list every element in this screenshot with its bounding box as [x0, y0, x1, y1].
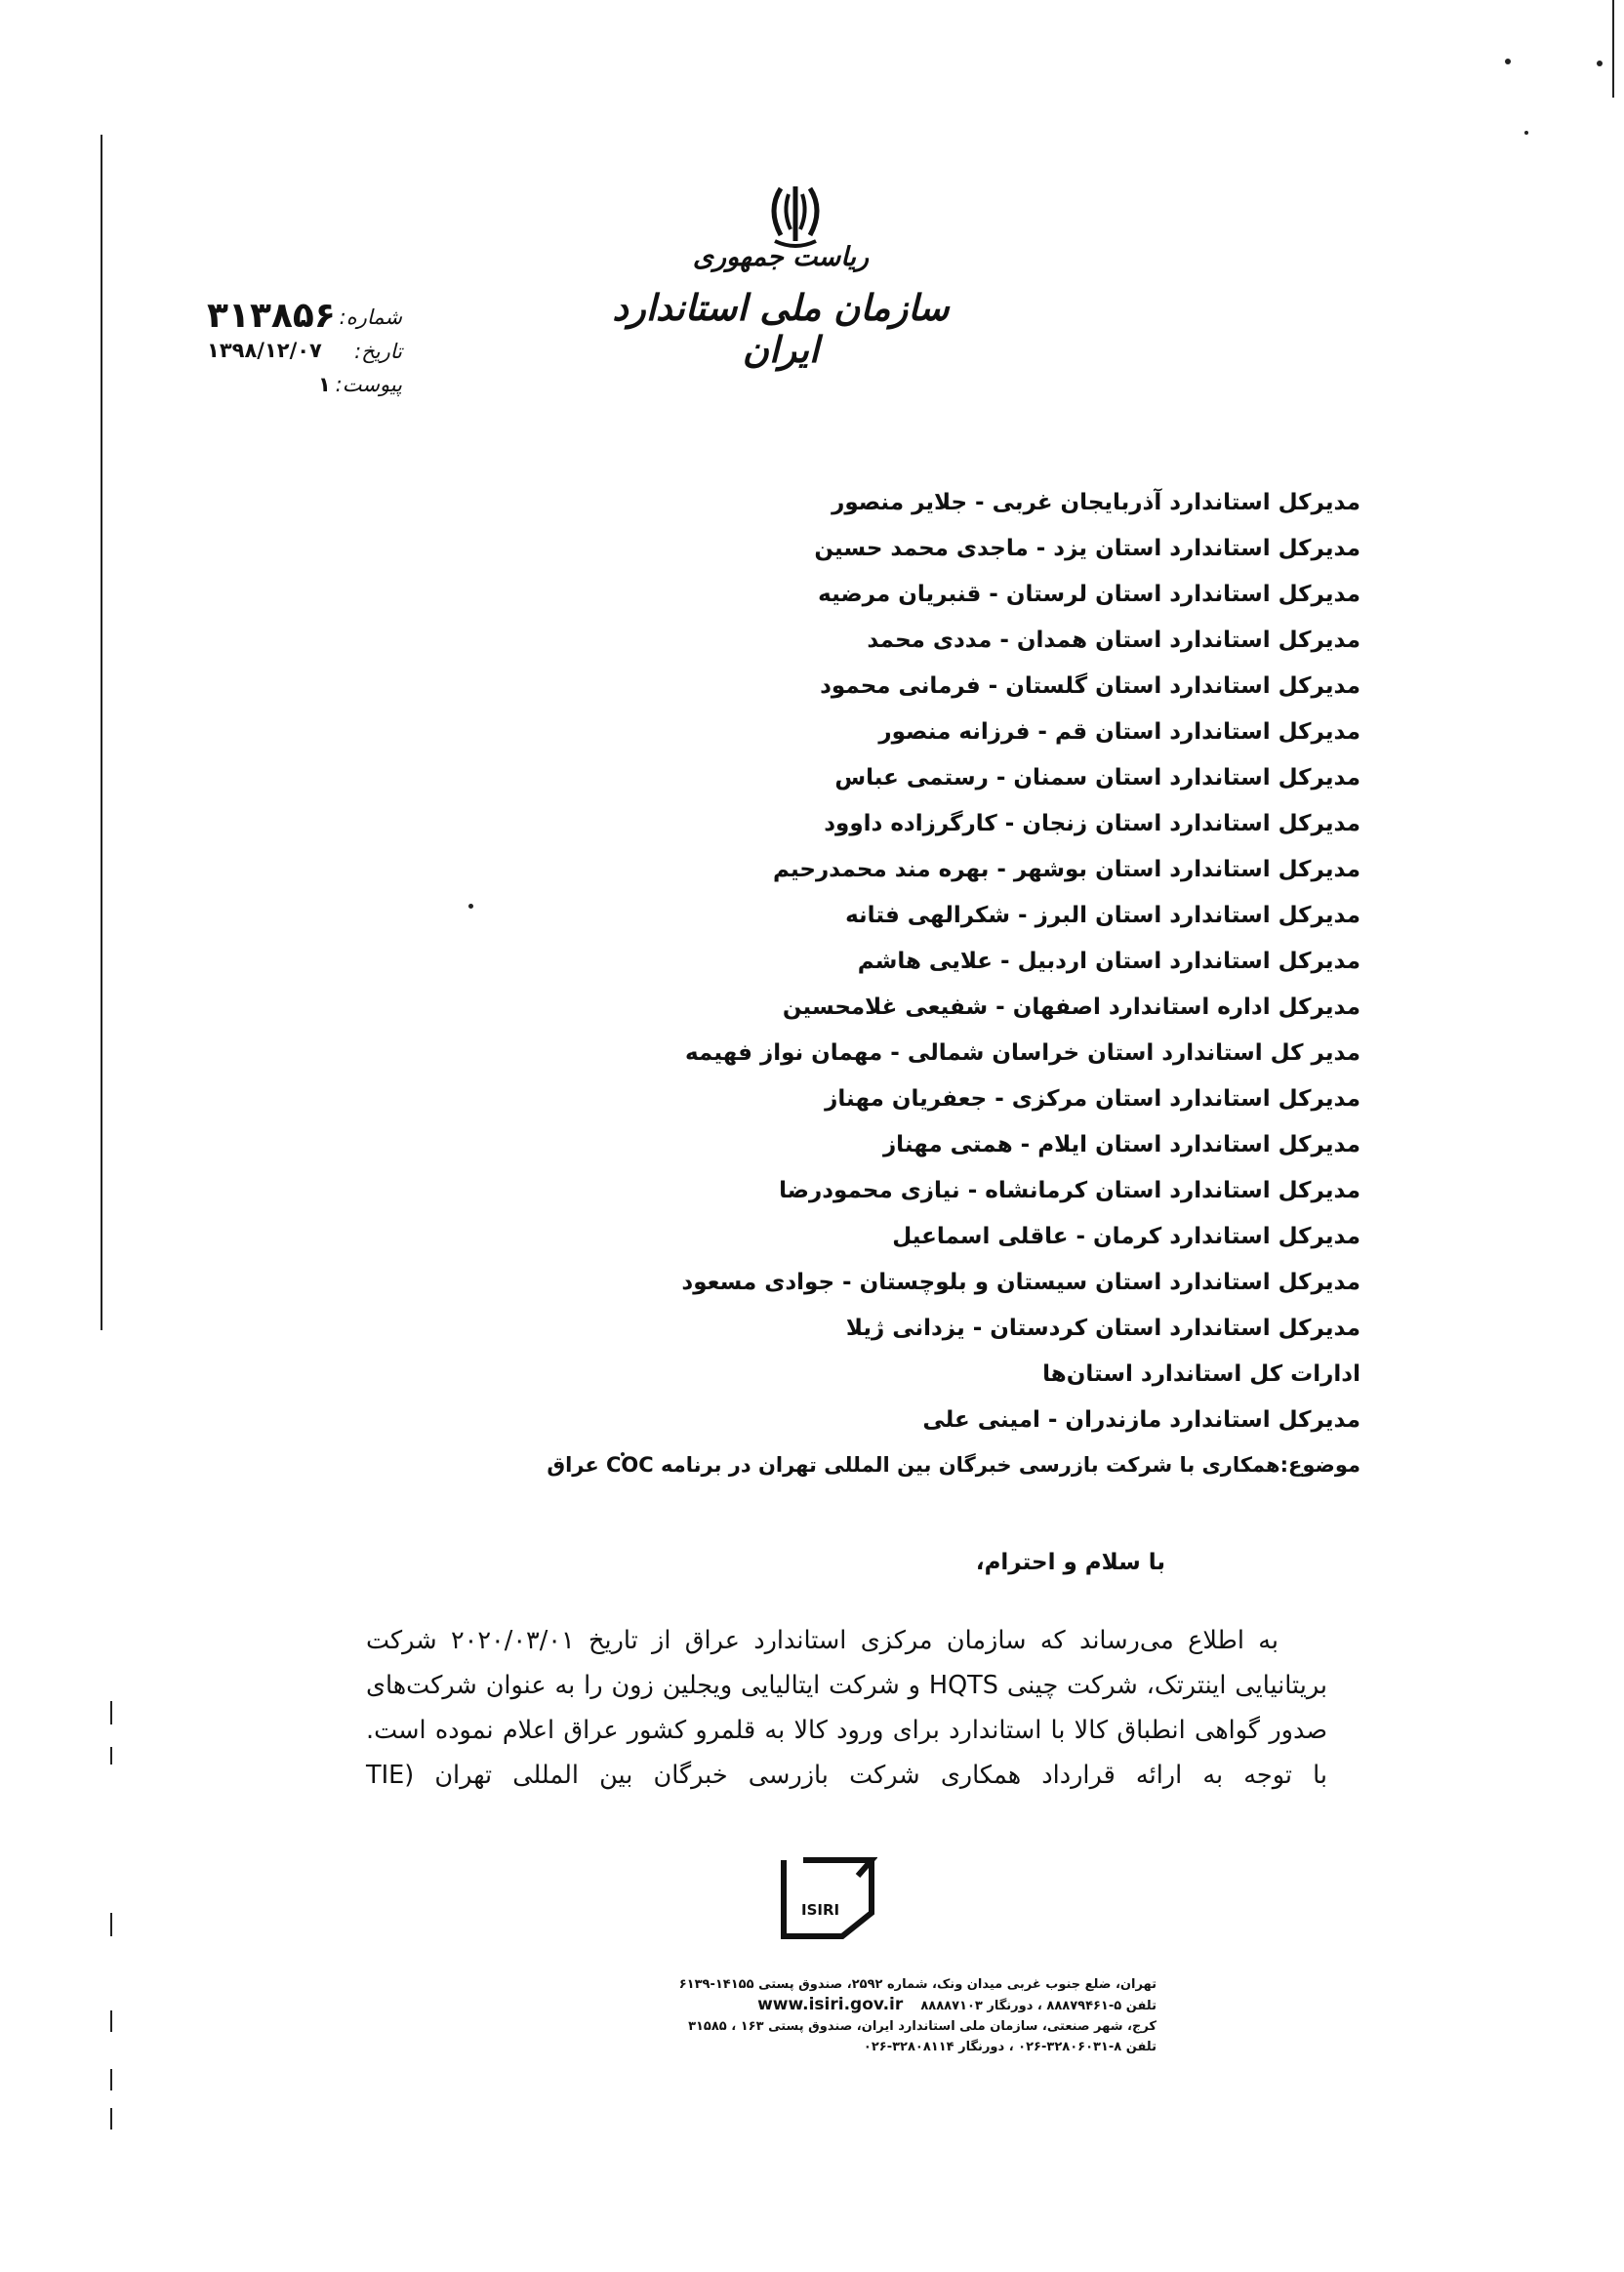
footer-address-1: تهران، ضلع جنوب غربی میدان ونک، شماره ۲۵۹۲، صندوق پستی ۱۴۱۵۵-۶۱۳۹ [678, 1977, 1157, 1992]
footer-address-2: کرج، شهر صنعتی، سازمان ملی استاندارد ایران، صندوق پستی ۱۶۳ ، ۳۱۵۸۵ [688, 2019, 1157, 2034]
recipient-line: مدیرکل استاندارد استان قم - فرزانه منصور [878, 719, 1360, 745]
scan-margin-line [110, 2069, 112, 2090]
greeting: با سلام و احترام، [975, 1550, 1165, 1575]
footer-website-link[interactable]: www.isiri.gov.ir [757, 1995, 904, 2014]
scan-margin-line [1612, 0, 1614, 98]
scan-margin-line [110, 1747, 112, 1765]
subject-line: موضوع:همکاری با شرکت بازرسی خبرگان بین المللی تهران در برنامه COC عراق [547, 1453, 1360, 1477]
scan-margin-line [110, 1701, 112, 1724]
footer-contact-1: تلفن ۵-۸۸۸۷۹۴۶۱ ، دورنگار ۸۸۸۸۷۱۰۳ [920, 1999, 1157, 2013]
scan-margin-line [110, 2010, 112, 2032]
presidency-title: ریاست جمهوری [692, 242, 870, 272]
recipient-line: مدیرکل استاندارد استان کرمانشاه - نیازی محمودرضا [779, 1178, 1360, 1203]
recipient-line: مدیرکل استاندارد استان سمنان - رستمی عباس [834, 765, 1360, 791]
recipient-line: مدیرکل استاندارد استان اردبیل - علایی هاشم [857, 949, 1360, 974]
footer-contact-2: تلفن ۸-۳۲۸۰۶۰۳۱-۰۲۶ ، دورنگار ۳۲۸۰۸۱۱۴-۰۲۶ [863, 2040, 1157, 2054]
recipient-line: مدیرکل استاندارد استان یزد - ماجدی محمد حسین [814, 536, 1360, 561]
scan-speck [1505, 59, 1511, 64]
recipients-list [502, 480, 1360, 1486]
recipient-line: مدیرکل استاندارد آذربایجان غربی - جلایر منصور [832, 490, 1360, 515]
date-value: ۱۳۹۸/۱۲/۰۷ [207, 339, 322, 362]
recipient-line: مدیرکل استاندارد کرمان - عاقلی اسماعیل [892, 1224, 1360, 1249]
recipient-line: مدیرکل استاندارد استان لرستان - قنبریان مرضیه [818, 582, 1360, 607]
scan-margin-line [110, 1913, 112, 1936]
recipient-line: ادارات کل استاندارد استان‌ها [1042, 1361, 1360, 1387]
scan-speck [1524, 131, 1528, 135]
footer-address [532, 1974, 1157, 2057]
letter-body [366, 1618, 1327, 1798]
number-value: ۳۱۳۸۵۶ [207, 296, 336, 336]
recipient-line: مدیرکل استاندارد استان گلستان - فرمانی محمود [820, 673, 1360, 699]
recipient-line: مدیرکل استاندارد استان کردستان - یزدانی ژیلا [845, 1316, 1360, 1341]
isiri-logo-icon [774, 1856, 877, 1940]
recipient-line: مدیرکل اداره استاندارد اصفهان - شفیعی غلامحسین [782, 994, 1360, 1020]
date-label: تاریخ: [354, 340, 402, 363]
scan-speck [1597, 61, 1603, 66]
recipient-line: مدیرکل استاندارد استان همدان - مددی محمد [867, 628, 1360, 653]
attachment-label: پیوست: [335, 373, 402, 396]
attachment-value: ۱ [318, 373, 331, 396]
body-paragraph: به اطلاع می‌رساند که سازمان مرکزی استاندارد عراق از تاریخ ۲۰۲۰/۰۳/۰۱ شرکت بریتانیایی اینترتک، شرکت چینی HQTS و شرکت ایتالیایی ویجلین زون را به عنوان شرکت‌های صدور گواهی انطباق کالا با استاندارد برای ورود کالا به قلمرو کشور عراق اعلام نموده است. با توجه به ارائه قرارداد همکاری شرکت بازرسی خبرگان بین المللی تهران (TIE [366, 1626, 1327, 1790]
organization-title: سازمان ملی استاندارد ایران [612, 287, 950, 371]
recipient-line: مدیرکل استاندارد مازندران - امینی علی [922, 1407, 1360, 1433]
recipient-line: مدیرکل استاندارد استان مرکزی - جعفریان مهناز [825, 1086, 1360, 1112]
recipient-line: مدیرکل استاندارد استان زنجان - کارگرزاده داوود [824, 811, 1360, 836]
recipient-line: مدیرکل استاندارد استان سیستان و بلوچستان - جوادی مسعود [681, 1270, 1360, 1295]
scan-margin-line [101, 135, 102, 1330]
iran-emblem-icon [761, 181, 830, 251]
recipient-line: مدیرکل استاندارد استان البرز - شکرالهی فتانه [845, 903, 1360, 928]
isiri-logo-text: ISIRI [801, 1901, 840, 1919]
recipient-line: مدیرکل استاندارد استان ایلام - همتی مهناز [882, 1132, 1360, 1157]
number-label: شماره: [339, 305, 402, 329]
scan-margin-line [110, 2108, 112, 2130]
scan-speck [468, 904, 473, 909]
recipient-line: مدیر کل استاندارد استان خراسان شمالی - مهمان نواز فهیمه [684, 1040, 1360, 1066]
recipient-line: مدیرکل استاندارد استان بوشهر - بهره مند محمدرحیم [772, 857, 1360, 882]
